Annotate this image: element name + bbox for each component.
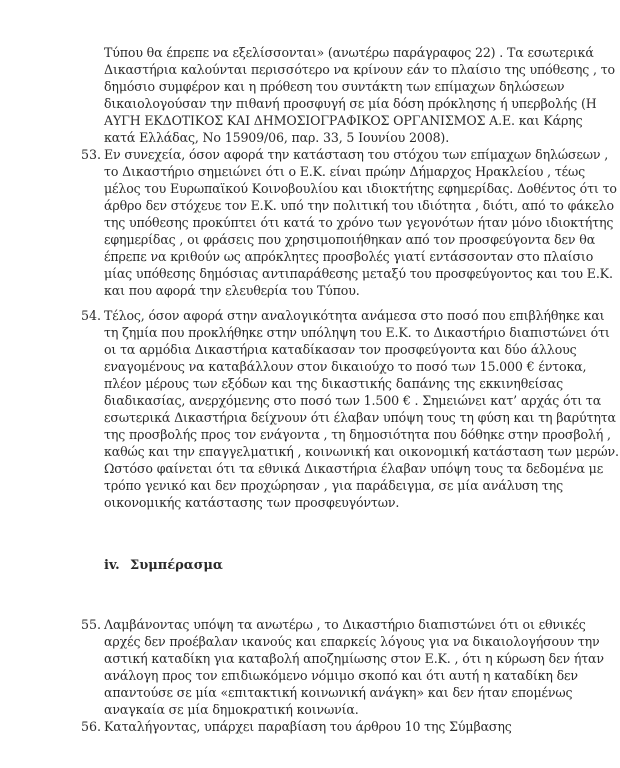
text-line: τη ζημία που προκλήθηκε στην υπόληψη του Ε.Κ. το Δικαστήριο διαπιστώνει ότι	[104, 325, 610, 340]
text-line: ανάλογη προς τον επιδιωκόμενο νόμιμο σκοπό και ότι αυτή η καταδίκη δεν	[104, 668, 578, 683]
text-line: Λαμβάνοντας υπόψη τα ανωτέρω , το Δικαστήριο διαπιστώνει ότι οι εθνικές	[104, 617, 586, 632]
text-line: δημόσιο συμφέρον και η πρόθεση του συντάκτη των επίμαχων δηλώσεων	[104, 79, 565, 94]
text-line: αστική καταδίκη για καταβολή αποζημίωσης στον Ε.Κ. , ότι η κύρωση δεν ήταν	[104, 651, 604, 666]
section-numeral: iv.	[104, 558, 120, 573]
text-line: έπρεπε να κριθούν ως απρόκλητες προσβολές γιατί εντάσσονταν στο πλαίσιο	[104, 249, 594, 264]
text-line: εναγομένους να καταβάλλουν στον δικαιούχο το ποσό των 15.000 € έντοκα,	[104, 359, 587, 374]
section-heading	[104, 558, 223, 573]
text-line: μέλος του Ευρωπαϊκού Κοινοβουλίου και ιδιοκτήτης εφημερίδας. Δοθέντος ότι το	[104, 181, 617, 196]
text-line: εφημερίδας , οι φράσεις που χρησιμοποιήθηκαν από τον προσφεύγοντα δεν θα	[104, 232, 596, 247]
text-line: μίας υπόθεσης δημόσιας αντιπαράθεσης μεταξύ του προσφεύγοντος και του Ε.Κ.	[104, 266, 613, 281]
text-line: αρχές δεν προέβαλαν ικανούς και επαρκείς λόγους για να δικαιολογήσουν την	[104, 634, 600, 649]
text-line: διαδικασίας, ανερχόμενης στο ποσό των 1.500 € . Σημειώνει κατ’ αρχάς ότι τα	[104, 393, 602, 408]
text-line: Καταλήγοντας, υπάρχει παραβίαση του άρθρου 10 της Σύμβασης	[104, 719, 512, 734]
text-line: Δικαστήρια καλούνται περισσότερο να κρίνουν εάν το πλαίσιο της υπόθεσης , το	[104, 62, 615, 77]
paragraph-number: 56.	[81, 719, 102, 734]
text-line: της υπόθεσης προκύπτει ότι κατά το χρόνο των γεγονότων ήταν μόνο ιδιοκτήτης	[104, 215, 614, 230]
text-line: Τύπου θα έπρεπε να εξελίσσονται» (ανωτέρω παράγραφος 22) . Τα εσωτερικά	[104, 45, 594, 60]
text-line: οικονομικής κατάστασης των προσφευγόντων.	[104, 495, 400, 510]
text-line: Ωστόσο φαίνεται ότι τα εθνικά Δικαστήρια έλαβαν υπόψη τους τα δεδομένα με	[104, 461, 604, 476]
paragraph-number: 54.	[81, 308, 102, 323]
text-line: ΑΥΓΗ ΕΚΔΟΤΙΚΟΣ ΚΑΙ ΔΗΜΟΣΙΟΓΡΑΦΙΚΟΣ ΟΡΓΑΝΙΣΜΟΣ Α.Ε. και Κάρης	[104, 113, 583, 128]
text-line: Εν συνεχεία, όσον αφορά την κατάσταση του στόχου των επίμαχων δηλώσεων ,	[104, 147, 609, 162]
text-line: κατά Ελλάδας, Νο 15909/06, παρ. 33, 5 Ιουνίου 2008).	[104, 130, 450, 145]
text-line: και που αφορά την ελευθερία του Τύπου.	[104, 283, 360, 298]
text-line: της προσβολής προς τον ενάγοντα , τη δημοσιότητα που δόθηκε στην προσβολή ,	[104, 427, 611, 442]
paragraph-number: 53.	[81, 147, 102, 162]
text-line: το Δικαστήριο σημειώνει ότι ο Ε.Κ. είναι πρώην Δήμαρχος Ηρακλείου , τέως	[104, 164, 586, 179]
text-line: πλέον μέρους των εξόδων και της δικαστικής δαπάνης της εκκινηθείσας	[104, 376, 563, 391]
text-line: δικαιολογούσαν την πιθανή προσφυγή σε μία δόση πρόκλησης ή υπερβολής (Η	[104, 96, 597, 111]
text-line: άρθρο δεν στόχευε τον Ε.Κ. υπό την πολιτική του ιδιότητα , διότι, από το φάκελο	[104, 198, 614, 213]
text-line: αναγκαία σε μία δημοκρατική κοινωνία.	[104, 702, 359, 717]
text-line: Τέλος, όσον αφορά στην αναλογικότητα ανάμεσα στο ποσό που επιβλήθηκε και	[104, 308, 605, 323]
text-line: απαντούσε σε μία «επιτακτική κοινωνική ανάγκη» και δεν ήταν επομένως	[104, 685, 573, 700]
paragraph-number: 55.	[81, 617, 102, 632]
section-title: Συμπέρασμα	[130, 558, 223, 573]
text-line: καθώς και την επαγγελματική , κοινωνική και οικονομική κατάσταση των μερών.	[104, 444, 619, 459]
text-line: οι τα αρμόδια Δικαστήρια καταδίκασαν τον προσφεύγοντα και δύο άλλους	[104, 342, 577, 357]
text-line: τρόπο γενικό και δεν προχώρησαν , για παράδειγμα, σε μία ανάλυση της	[104, 478, 563, 493]
text-line: εσωτερικά Δικαστήρια δείχνουν ότι έλαβαν υπόψη τους τη φύση και τη βαρύτητα	[104, 410, 616, 425]
